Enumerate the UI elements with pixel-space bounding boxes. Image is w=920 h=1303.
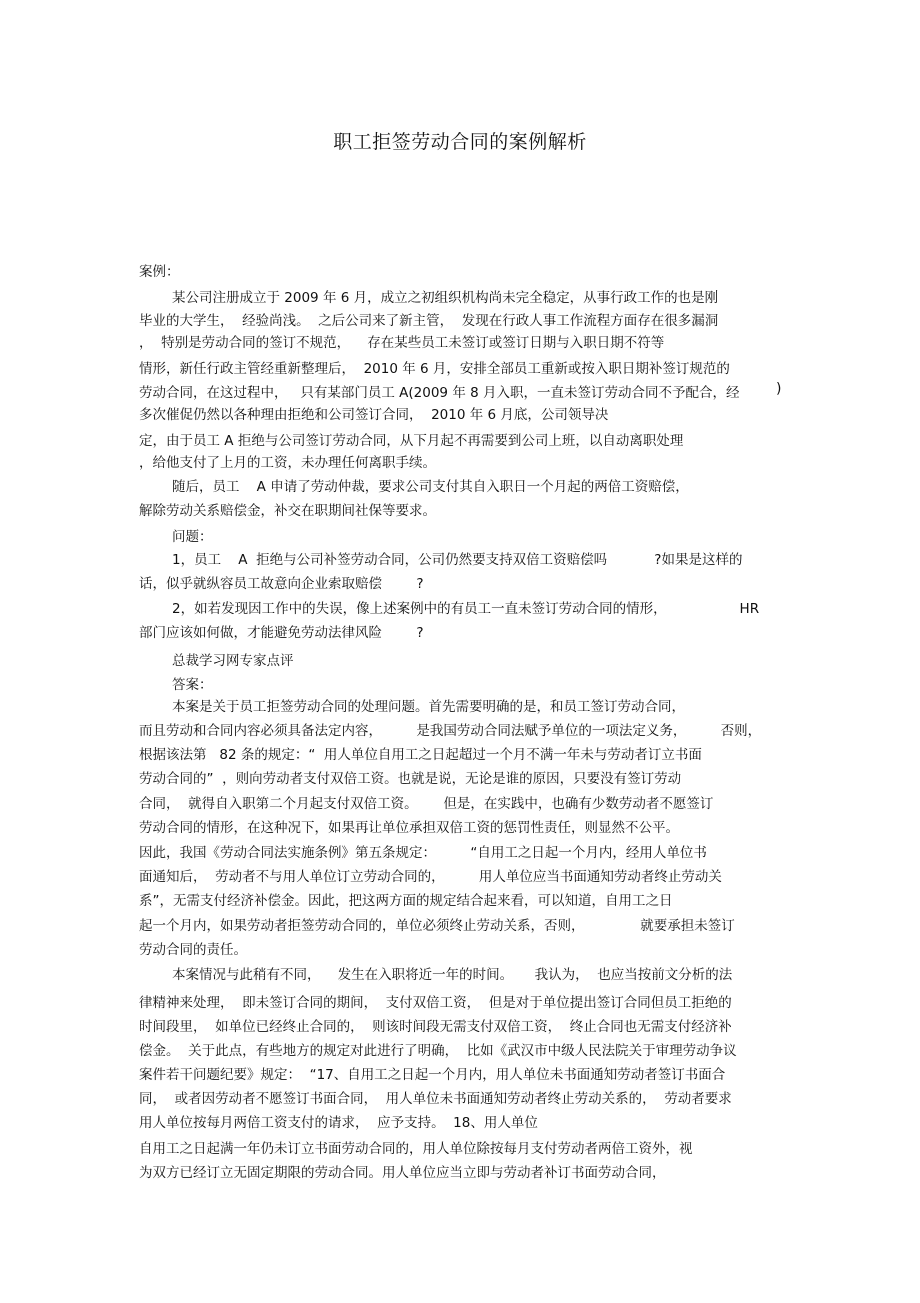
section-label-question: 问题： xyxy=(172,529,213,545)
text-line: 情形，新任行政主管经重新整理后， 2010 年 6 月，安排全部员工重新或按入职日期补签订规范的 xyxy=(139,361,730,377)
text-line: 面通知后， 劳动者不与用人单位订立劳动合同的， 用人单位应当书面通知劳动者终止劳动关 xyxy=(139,869,722,885)
text-line: 偿金。 关于此点，有些地方的规定对此进行了明确， 比如《武汉市中级人民法院关于审理劳动争议 xyxy=(139,1043,737,1059)
text-line: 某公司注册成立于 2009 年 6 月，成立之初组织机构尚未完全稳定，从事行政工作的也是刚 xyxy=(172,290,719,306)
text-line: 劳动合同的情形，在这种况下，如果再让单位承担双倍工资的惩罚性责任，则显然不公平。 xyxy=(139,820,679,836)
text-line: 话，似乎就纵容员工故意向企业索取赔偿 ? xyxy=(139,576,424,592)
text-line: 自用工之日起满一年仍未订立书面劳动合同的，用人单位除按每月支付劳动者两倍工资外，视 xyxy=(139,1141,693,1157)
text-line: 律精神来处理， 即未签订合同的期间， 支付双倍工资， 但是对于单位提出签订合同但员工拒绝的 xyxy=(139,995,732,1011)
text-line: 解除劳动关系赔偿金，补交在职期间社保等要求。 xyxy=(139,503,436,519)
text-line: 随后，员工 A 申请了劳动仲裁，要求公司支付其自入职日一个月起的两倍工资赔偿， xyxy=(172,479,689,495)
text-line: 用人单位按每月两倍工资支付的请求， 应予支持。 18、用人单位 xyxy=(139,1115,538,1131)
section-label-answer: 答案： xyxy=(172,677,213,693)
question-1: 1，员工 A 拒绝与公司补签劳动合同，公司仍然要支持双倍工资赔偿吗 ?如果是这样的 xyxy=(172,552,743,568)
text-line: 同， 或者因劳动者不愿签订书面合同， 用人单位未书面通知劳动者终止劳动关系的， 劳动者要求 xyxy=(139,1091,732,1107)
text-line: 合同， 就得自入职第二个月起支付双倍工资。 但是，在实践中，也确有少数劳动者不愿签订 xyxy=(139,796,714,812)
text-line: 劳动合同，在这过程中， 只有某部门员工 A(2009 年 8 月入职，一直未签订劳动合同不予配合，经 xyxy=(139,385,740,401)
text-line: 多次催促仍然以各种理由拒绝和公司签订合同， 2010 年 6 月底，公司领导决 xyxy=(139,407,609,423)
text-line: 时间段里， 如单位已经终止合同的， 则该时间段无需支付双倍工资， 终止合同也无需支付经济补 xyxy=(139,1019,732,1035)
text-line: 系”，无需支付经济补偿金。因此，把这两方面的规定结合起来看，可以知道，自用工之日 xyxy=(139,893,673,909)
text-line: 定，由于员工 A 拒绝与公司签订劳动合同，从下月起不再需要到公司上班，以自动离职处理 xyxy=(139,433,684,449)
text-line: 劳动合同的责任。 xyxy=(139,942,247,958)
text-line: 劳动合同的” ，则向劳动者支付双倍工资。也就是说，无论是谁的原因，只要没有签订劳动 xyxy=(139,771,682,787)
question-2: 2，如若发现因工作中的失误，像上述案例中的有员工一直未签订劳动合同的情形， HR xyxy=(172,601,760,617)
text-line: 为双方已经订立无固定期限的劳动合同。用人单位应当立即与劳动者补订书面劳动合同， xyxy=(139,1165,666,1181)
section-label-expert: 总裁学习网专家点评 xyxy=(172,653,294,669)
text-line: 根据该法第 82 条的规定：“ 用人单位自用工之日起超过一个月不满一年未与劳动者订立书面 xyxy=(139,747,702,763)
text-line: 本案是关于员工拒签劳动合同的处理问题。首先需要明确的是，和员工签订劳动合同， xyxy=(172,699,685,715)
text-line: 而且劳动和合同内容必须具备法定内容， 是我国劳动合同法赋予单位的一项法定义务， 否则， xyxy=(139,723,762,739)
section-label-case: 案例： xyxy=(139,264,180,280)
text-line: 因此，我国《劳动合同法实施条例》第五条规定： “自用工之日起一个月内，经用人单位书 xyxy=(139,845,707,861)
text-line: ，给他支付了上月的工资，未办理任何离职手续。 xyxy=(139,455,436,471)
text-line: 起一个月内，如果劳动者拒签劳动合同的，单位必须终止劳动关系，否则， 就要承担未签订 xyxy=(139,918,735,934)
text-line: 案件若干问题纪要》规定： “17、自用工之日起一个月内，用人单位未书面通知劳动者签订书面合 xyxy=(139,1067,726,1083)
page-title: 职工拒签劳动合同的案例解析 xyxy=(333,131,587,153)
text-line: 本案情况与此稍有不同， 发生在入职将近一年的时间。 我认为， 也应当按前文分析的法 xyxy=(172,967,733,983)
text-line: 部门应该如何做，才能避免劳动法律风险 ? xyxy=(139,625,424,641)
text-line: 毕业的大学生， 经验尚浅。 之后公司来了新主管， 发现在行政人事工作流程方面存在很多漏洞 xyxy=(139,313,719,329)
text-line: ， 特别是劳动合同的签订不规范， 存在某些员工未签订或签订日期与入职日期不符等 xyxy=(139,335,665,351)
margin-parenthesis: ) xyxy=(776,381,782,397)
